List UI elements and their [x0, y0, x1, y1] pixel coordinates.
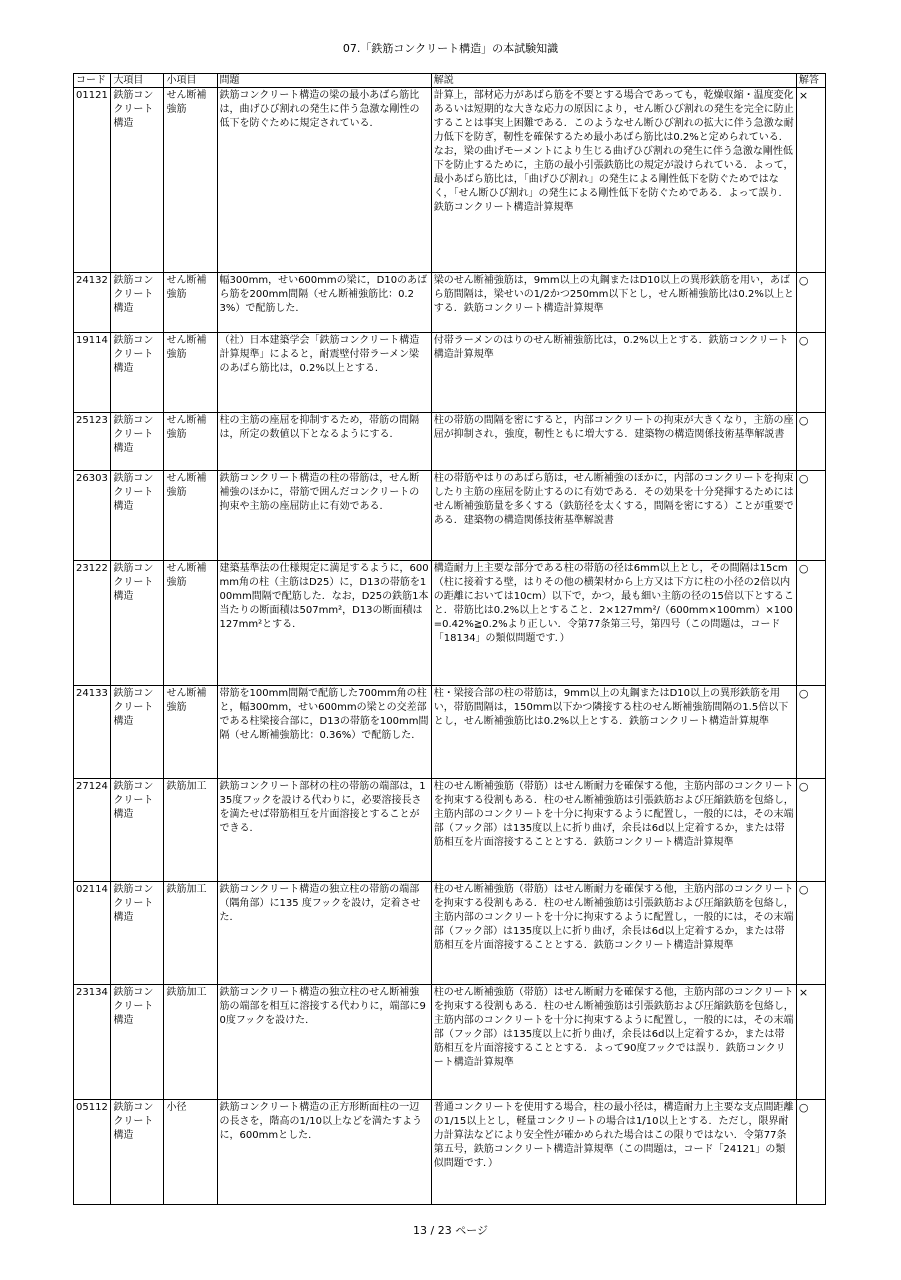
- column-header-subcategory: 小項目: [164, 74, 217, 88]
- code-cell: 05112: [74, 1100, 111, 1205]
- category-cell: 鉄筋コンクリート構造: [111, 333, 164, 413]
- code-cell: 24132: [74, 273, 111, 333]
- subcategory-cell: せん断補強筋: [164, 686, 217, 779]
- column-header-category: 大項目: [111, 74, 164, 88]
- table-row: [74, 882, 826, 985]
- answer-cell: ○: [796, 561, 825, 686]
- question-cell: 鉄筋コンクリート構造の柱の帯筋は，せん断補強のほかに，帯筋で囲んだコンクリートの拘束や主筋の座屈防止に有効である．: [217, 471, 431, 561]
- answer-cell: ○: [796, 882, 825, 985]
- column-header-explanation: 解説: [431, 74, 796, 88]
- table-row: [74, 273, 826, 333]
- explanation-cell: 柱のせん断補強筋（帯筋）はせん断耐力を確保する他，主筋内部のコンクリートを拘束する役割もある．柱のせん断補強筋は引張鉄筋および圧縮鉄筋を包絡し，主筋内部のコンクリートを十分に拘束するように配置し，一般的には，その末端部（フック部）は135度以上に折り曲げ，余長は6d以上定着するか，または帯筋相互を片面溶接することとする．鉄筋コンクリート構造計算規準: [431, 882, 796, 985]
- column-header-code: コード: [74, 74, 111, 88]
- question-cell: 鉄筋コンクリート部材の柱の帯筋の端部は，135度フックを設ける代わりに，必要溶接長さを満たせば帯筋相互を片面溶接とすることができる．: [217, 779, 431, 882]
- table-row: [74, 413, 826, 471]
- subcategory-cell: 鉄筋加工: [164, 882, 217, 985]
- answer-cell: ○: [796, 333, 825, 413]
- category-cell: 鉄筋コンクリート構造: [111, 779, 164, 882]
- code-cell: 24133: [74, 686, 111, 779]
- answer-cell: ○: [796, 1100, 825, 1205]
- code-cell: 25123: [74, 413, 111, 471]
- explanation-cell: 計算上，部材応力があばら筋を不要とする場合であっても，乾燥収縮・温度変化あるいは短期的な大きな応力の原因により，せん断ひび割れの発生を完全に防止することは事実上困難である．このようなせん断ひび割れの拡大に伴う急激な耐力低下を防ぎ，靭性を確保するため最小あばら筋比は0.2%と定められている．なお，梁の曲げモーメントにより生じる曲げひび割れの発生に伴う急激な剛性低下を防止するために，主筋の最小引張鉄筋比の規定が設けられている．よって，最小あばら筋比は，「曲げひび割れ」の発生による剛性低下を防ぐためではなく，「せん断ひび割れ」の発生による剛性低下を防ぐためである．よって誤り．鉄筋コンクリート構造計算規準: [431, 88, 796, 273]
- category-cell: 鉄筋コンクリート構造: [111, 273, 164, 333]
- table-row: [74, 686, 826, 779]
- question-cell: 鉄筋コンクリート構造の独立柱のせん断補強筋の端部を相互に溶接する代わりに，端部に90度フックを設けた．: [217, 985, 431, 1100]
- table-row: [74, 88, 826, 273]
- category-cell: 鉄筋コンクリート構造: [111, 471, 164, 561]
- category-cell: 鉄筋コンクリート構造: [111, 88, 164, 273]
- explanation-cell: 構造耐力上主要な部分である柱の帯筋の径は6mm以上とし，その間隔は15cm（柱に接着する壁，はりその他の横架材から上方又は下方に柱の小径の2倍以内の距離においては10cm）以下で，かつ，最も細い主筋の径の15倍以下とすること．帯筋比は0.2%以上とすること．2×127mm²/（600mm×100mm）×100=0.42%≧0.2%より正しい．令第77条第三号，第四号（この問題は，コード「18134」の類似問題です．）: [431, 561, 796, 686]
- code-cell: 26303: [74, 471, 111, 561]
- table-row: [74, 1100, 826, 1205]
- category-cell: 鉄筋コンクリート構造: [111, 561, 164, 686]
- code-cell: 19114: [74, 333, 111, 413]
- subcategory-cell: せん断補強筋: [164, 333, 217, 413]
- table-row: [74, 779, 826, 882]
- answer-cell: ×: [796, 985, 825, 1100]
- table-row: [74, 471, 826, 561]
- category-cell: 鉄筋コンクリート構造: [111, 413, 164, 471]
- question-cell: 鉄筋コンクリート構造の正方形断面柱の一辺の長さを，階高の1/10以上などを満たすように，600mmとした．: [217, 1100, 431, 1205]
- code-cell: 23122: [74, 561, 111, 686]
- page-number: 13 / 23 ページ: [413, 1224, 488, 1237]
- explanation-cell: 梁のせん断補強筋は，9mm以上の丸鋼またはD10以上の異形鉄筋を用い，あばら筋間隔は，梁せいの1/2かつ250mm以下とし，せん断補強筋比は0.2%以上とする．鉄筋コンクリート構造計算規準: [431, 273, 796, 333]
- table-row: [74, 985, 826, 1100]
- answer-cell: ○: [796, 273, 825, 333]
- answer-cell: ○: [796, 779, 825, 882]
- subcategory-cell: 鉄筋加工: [164, 985, 217, 1100]
- answer-cell: ○: [796, 413, 825, 471]
- explanation-cell: 柱のせん断補強筋（帯筋）はせん断耐力を確保する他，主筋内部のコンクリートを拘束する役割もある．柱のせん断補強筋は引張鉄筋および圧縮鉄筋を包絡し，主筋内部のコンクリートを十分に拘束するように配置し，一般的には，その末端部（フック部）は135度以上に折り曲げ，余長は6d以上定着するか，または帯筋相互を片面溶接することとする．よって90度フックでは誤り．鉄筋コンクリート構造計算規準: [431, 985, 796, 1100]
- subcategory-cell: せん断補強筋: [164, 273, 217, 333]
- category-cell: 鉄筋コンクリート構造: [111, 985, 164, 1100]
- subcategory-cell: 鉄筋加工: [164, 779, 217, 882]
- table-header-row: [74, 74, 826, 88]
- explanation-cell: 柱・梁接合部の柱の帯筋は，9mm以上の丸鋼またはD10以上の異形鉄筋を用い，帯筋間隔は，150mm以下かつ隣接する柱のせん断補強筋間隔の1.5倍以下とし，せん断補強筋比は0.2%以上とする．鉄筋コンクリート構造計算規準: [431, 686, 796, 779]
- explanation-cell: 付帯ラーメンのはりのせん断補強筋比は，0.2%以上とする．鉄筋コンクリート構造計算規準: [431, 333, 796, 413]
- question-table: [73, 73, 826, 1205]
- category-cell: 鉄筋コンクリート構造: [111, 686, 164, 779]
- code-cell: 02114: [74, 882, 111, 985]
- code-cell: 27124: [74, 779, 111, 882]
- question-cell: 帯筋を100mm間隔で配筋した700mm角の柱と，幅300mm，せい600mmの梁との交差部である柱梁接合部に，D13の帯筋を100mm間隔（せん断補強筋比：0.36%）で配筋した．: [217, 686, 431, 779]
- explanation-cell: 普通コンクリートを使用する場合，柱の最小径は，構造耐力上主要な支点間距離の1/15以上とし，軽量コンクリートの場合は1/10以上とする．ただし，限界耐力計算法などにより安全性が確かめられた場合はこの限りではない．令第77条第五号，鉄筋コンクリート構造計算規準（この問題は，コード「24121」の類似問題です．）: [431, 1100, 796, 1205]
- subcategory-cell: せん断補強筋: [164, 413, 217, 471]
- question-cell: （社）日本建築学会「鉄筋コンクリート構造計算規準」によると，耐震壁付帯ラーメン梁のあばら筋比は，0.2%以上とする．: [217, 333, 431, 413]
- explanation-cell: 柱の帯筋の間隔を密にすると，内部コンクリートの拘束が大きくなり，主筋の座屈が抑制され，強度，靭性ともに増大する．建築物の構造関係技術基準解説書: [431, 413, 796, 471]
- question-cell: 鉄筋コンクリート構造の梁の最小あばら筋比は，曲げひび割れの発生に伴う急激な剛性の低下を防ぐために規定されている．: [217, 88, 431, 273]
- question-cell: 柱の主筋の座屈を抑制するため，帯筋の間隔は，所定の数値以下となるようにする．: [217, 413, 431, 471]
- question-cell: 建築基準法の仕様規定に満足するように，600mm角の柱（主筋はD25）に，D13の帯筋を100mm間隔で配筋した．なお，D25の鉄筋1本当たりの断面積は507mm²，D13の断面積は127mm²とする．: [217, 561, 431, 686]
- table-row: [74, 561, 826, 686]
- column-header-question: 問題: [217, 74, 431, 88]
- explanation-cell: 柱の帯筋やはりのあばら筋は，せん断補強のほかに，内部のコンクリートを拘束したり主筋の座屈を防止するのに有効である．その効果を十分発揮するためにはせん断補強筋量を多くする（鉄筋径を太くする，間隔を密にする）ことが重要である．建築物の構造関係技術基準解説書: [431, 471, 796, 561]
- question-cell: 鉄筋コンクリート構造の独立柱の帯筋の端部（隅角部）に135 度フックを設け，定着させた．: [217, 882, 431, 985]
- code-cell: 23134: [74, 985, 111, 1100]
- subcategory-cell: せん断補強筋: [164, 88, 217, 273]
- answer-cell: ○: [796, 686, 825, 779]
- explanation-cell: 柱のせん断補強筋（帯筋）はせん断耐力を確保する他，主筋内部のコンクリートを拘束する役割もある．柱のせん断補強筋は引張鉄筋および圧縮鉄筋を包絡し，主筋内部のコンクリートを十分に拘束するように配置し，一般的には，その末端部（フック部）は135度以上に折り曲げ，余長は6d以上定着するか，または帯筋相互を片面溶接することとする．鉄筋コンクリート構造計算規準: [431, 779, 796, 882]
- code-cell: 01121: [74, 88, 111, 273]
- answer-cell: ○: [796, 471, 825, 561]
- category-cell: 鉄筋コンクリート構造: [111, 882, 164, 985]
- answer-cell: ×: [796, 88, 825, 273]
- subcategory-cell: 小径: [164, 1100, 217, 1205]
- subcategory-cell: せん断補強筋: [164, 561, 217, 686]
- question-cell: 幅300mm，せい600mmの梁に，D10のあばら筋を200mm間隔（せん断補強筋比：0.23%）で配筋した．: [217, 273, 431, 333]
- subcategory-cell: せん断補強筋: [164, 471, 217, 561]
- page-title: 07.「鉄筋コンクリート構造」の本試験知識: [342, 42, 559, 55]
- category-cell: 鉄筋コンクリート構造: [111, 1100, 164, 1205]
- column-header-answer: 解答: [796, 74, 825, 88]
- table-row: [74, 333, 826, 413]
